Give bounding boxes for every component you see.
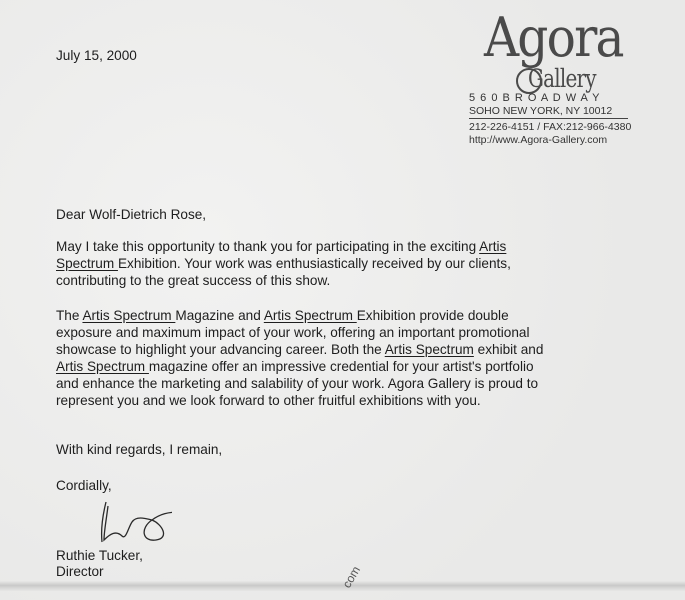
paragraph-1-line — [56, 255, 511, 272]
artis-spectrum-reference: Spectrum — [56, 256, 118, 271]
body-text: contributing to the great success of this show. — [56, 273, 331, 288]
body-text: Exhibition. Your work was enthusiastically received by our clients, — [117, 256, 511, 271]
paragraph-2-line — [56, 392, 481, 409]
artis-spectrum-reference: Artis Spectrum — [56, 359, 149, 374]
letter-date: July 15, 2000 — [56, 48, 137, 63]
body-text: and enhance the marketing and salability of your work. Agora Gallery is proud to — [56, 376, 539, 391]
body-text: Magazine and — [175, 308, 264, 323]
website: http://www.Agora-Gallery.com — [469, 134, 608, 146]
body-text: exhibit and — [473, 342, 544, 357]
paragraph-2-line — [56, 375, 538, 392]
signature — [92, 498, 172, 546]
address-street: 5 6 0 B R O A D W A Y — [469, 92, 601, 104]
body-text: Exhibition provide double — [356, 308, 509, 323]
artis-spectrum-reference: Artis Spectrum — [384, 342, 474, 357]
paragraph-2-line — [56, 341, 543, 358]
body-text: May I take this opportunity to thank you for participating in the exciting — [56, 239, 480, 254]
body-text: exposure and maximum impact of your work, offering an important promotional — [56, 325, 530, 340]
artis-spectrum-reference: Artis Spectrum — [82, 308, 176, 323]
address-city: SOHO NEW YORK, NY 10012 — [469, 105, 613, 117]
paragraph-2-line — [56, 358, 534, 375]
artis-spectrum-reference: Artis Spectrum — [263, 308, 357, 323]
phone-fax: 212-226-4151 / FAX:212-966-4380 — [469, 121, 632, 133]
paragraph-1-line — [56, 272, 330, 289]
paragraph-2-line — [56, 307, 509, 324]
signer-title: Director — [56, 564, 104, 579]
closing-line: With kind regards, I remain, — [56, 442, 223, 457]
closing-cordially: Cordially, — [56, 478, 112, 493]
body-text: represent you and we look forward to other fruitful exhibitions with you. — [56, 393, 481, 408]
handwritten-note: com — [339, 563, 364, 591]
salutation: Dear Wolf-Dietrich Rose, — [56, 207, 207, 222]
artis-spectrum-reference: Artis — [479, 239, 507, 254]
paragraph-2-line — [56, 324, 530, 341]
logo-sub-text: Gallery — [528, 64, 596, 93]
signer-name: Ruthie Tucker, — [56, 548, 143, 563]
body-text: The — [56, 308, 83, 323]
body-text: showcase to highlight your advancing career. Both the — [56, 342, 385, 357]
paragraph-1-line — [56, 238, 506, 255]
letterhead-rule — [469, 118, 628, 119]
logo-main-text: Agora — [484, 6, 623, 69]
body-text: magazine offer an impressive credential for your artist's portfolio — [148, 359, 534, 374]
